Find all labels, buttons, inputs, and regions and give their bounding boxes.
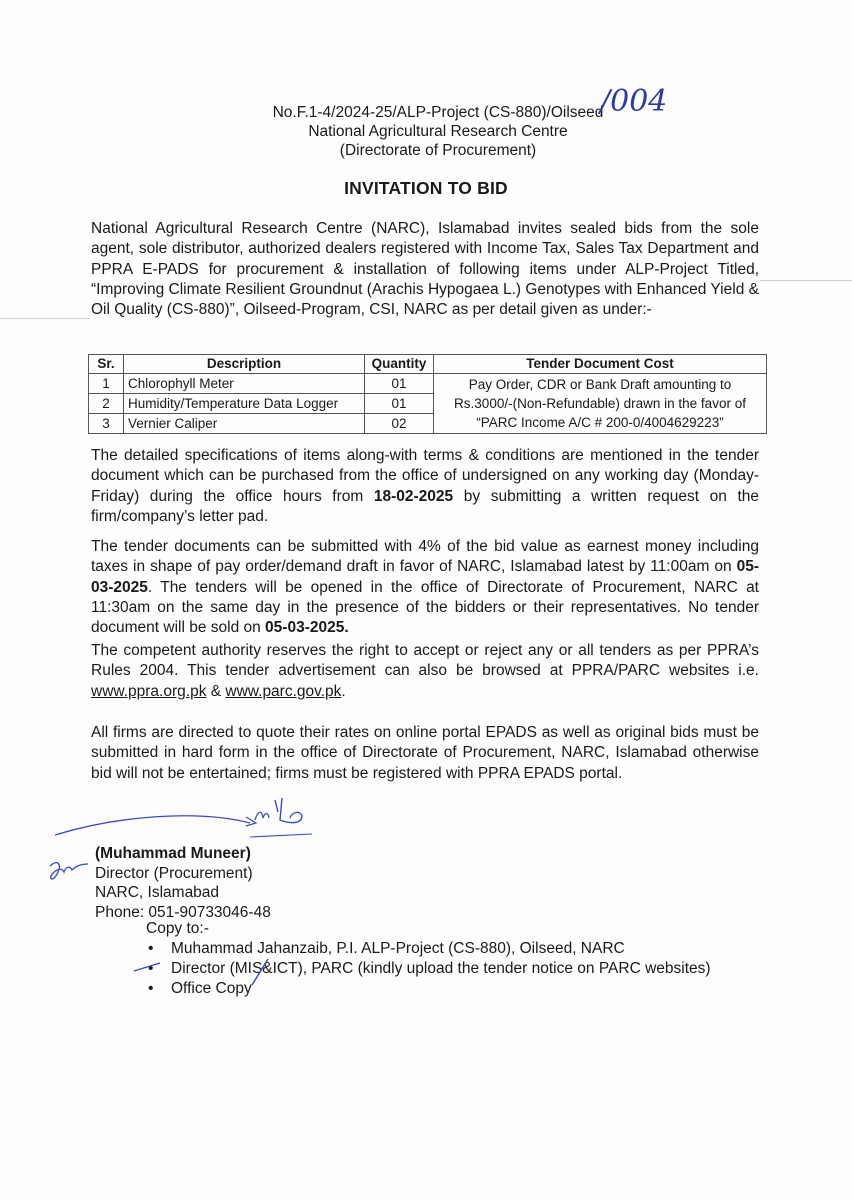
cell-description: Chlorophyll Meter xyxy=(124,374,365,394)
list-item: • Director (MIS&ICT), PARC (kindly upload the tender notice on PARC websites) xyxy=(146,959,760,979)
header-sr: Sr. xyxy=(89,355,124,374)
cell-description: Humidity/Temperature Data Logger xyxy=(124,394,365,414)
cell-tender-cost xyxy=(434,374,767,434)
table-row xyxy=(89,374,767,394)
header-quantity: Quantity xyxy=(365,355,434,374)
signatory-office: NARC, Islamabad xyxy=(95,884,220,901)
cost-line: Pay Order, CDR or Bank Draft amounting to xyxy=(468,377,732,392)
authority-end: . xyxy=(341,682,346,700)
epads-paragraph: All firms are directed to quote their rates on online portal EPADS as well as original bids must be submitted in hard form in the office of Directorate of Procurement, NARC, Islamabad otherwise bid will not be entertained; firms must be registered with PPRA EPADS portal. xyxy=(91,724,759,782)
letter-header xyxy=(12,103,852,160)
submission-text-2: . The tenders will be opened in the office of Directorate of Procurement, NARC at 11:30am on the same day in the presence of the bidders or their representatives. No tender document will be sold on xyxy=(91,578,759,637)
list-item: • Office Copy xyxy=(146,979,760,999)
purchase-start-date: 18-02-2025 xyxy=(373,487,454,505)
specs-text-end: by submitting a written request on the firm/company’s letter pad. xyxy=(91,487,759,525)
department-name: (Directorate of Procurement) xyxy=(339,142,537,159)
header-description: Description xyxy=(124,355,365,374)
initials-icon xyxy=(46,858,91,888)
specifications-paragraph xyxy=(91,446,759,527)
table-header-row xyxy=(89,355,767,374)
parc-website-link[interactable]: www.parc.gov.pk xyxy=(225,682,342,700)
authority-text: The competent authority reserves the right to accept or reject any or all tenders as per PPRA’s Rules 2004. This tender advertisement can also be browsed at PPRA/PARC websites i.e. xyxy=(91,642,759,680)
cost-line: “PARC Income A/C # 200-0/4004629223” xyxy=(476,415,724,430)
submission-deadline-date: 05-03-2025 xyxy=(91,558,759,596)
no-sale-date: 05-03-2025. xyxy=(265,619,349,637)
cell-quantity: 01 xyxy=(365,394,434,414)
cell-quantity: 02 xyxy=(365,414,434,434)
cost-line: Rs.3000/-(Non-Refundable) drawn in the favor of xyxy=(454,396,746,411)
copy-to-label: Copy to:- xyxy=(146,920,209,937)
cell-sr: 1 xyxy=(89,374,124,394)
cell-sr: 2 xyxy=(89,394,124,414)
scan-artifact xyxy=(0,318,90,319)
handwritten-dispatch-number: /004 xyxy=(600,84,668,119)
authority-paragraph xyxy=(91,641,759,702)
cell-description: Vernier Caliper xyxy=(124,414,365,434)
signatory-designation: Director (Procurement) xyxy=(95,864,253,882)
submission-text: The tender documents can be submitted with 4% of the bid value as earnest money including taxes in shape of pay order/demand draft in favor of NARC, Islamabad latest by 11:00am on xyxy=(91,538,759,576)
cell-quantity: 01 xyxy=(365,374,434,394)
items-table xyxy=(88,354,767,434)
specs-text: The detailed specifications of items along-with terms & conditions are mentioned in the tender document which can be purchased from the office of undersigned on any working day (Monday-Friday) during the office hours from xyxy=(91,447,759,505)
submission-paragraph xyxy=(91,537,759,638)
signatory-phone: Phone: 051-90733046-48 xyxy=(95,903,271,921)
reference-number: No.F.1-4/2024-25/ALP-Project (CS-880)/Oilseed xyxy=(272,104,604,121)
intro-paragraph: National Agricultural Research Centre (NARC), Islamabad invites sealed bids from the sole agent, sole distributor, authorized dealers registered with Income Tax, Sales Tax Department and PPRA E-PADS for procurement & installation of following items under ALP-Project Titled, “Improving Climate Resilient Groundnut (Arachis Hypogaea L.) Genotypes with Enhanced Yield & Oil Quality (CS-880)”, Oilseed-Program, CSI, NARC as per detail given as under:- xyxy=(91,220,759,319)
signatory-block xyxy=(95,844,271,922)
header-tender-cost: Tender Document Cost xyxy=(434,355,767,374)
organization-name: National Agricultural Research Centre xyxy=(308,123,568,140)
page-title: INVITATION TO BID xyxy=(344,178,508,198)
ppra-website-link[interactable]: www.ppra.org.pk xyxy=(91,682,207,700)
signatory-name: (Muhammad Muneer) xyxy=(95,845,251,862)
scan-artifact xyxy=(760,280,852,281)
list-item: • Muhammad Jahanzaib, P.I. ALP-Project (CS-880), Oilseed, NARC xyxy=(146,939,760,959)
copy-to-list xyxy=(146,939,760,999)
cell-sr: 3 xyxy=(89,414,124,434)
link-joiner: & xyxy=(206,682,226,700)
